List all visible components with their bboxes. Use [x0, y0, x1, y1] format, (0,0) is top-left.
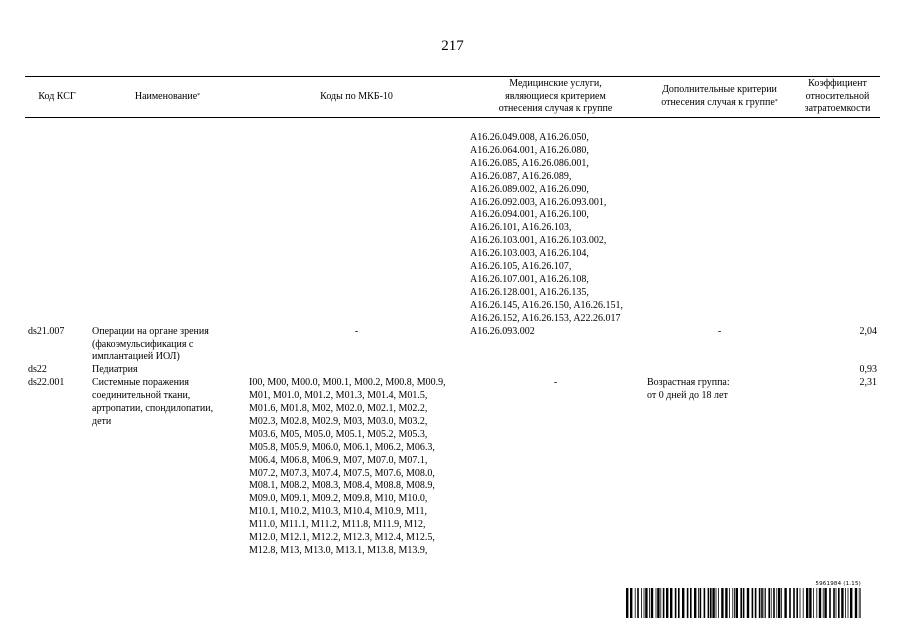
barcode-bar — [630, 588, 632, 618]
header-name: Наименование* — [89, 77, 246, 118]
barcode-bar — [806, 588, 808, 618]
header-icd: Коды по МКБ-10 — [246, 77, 467, 118]
barcode-bar — [740, 588, 742, 618]
header-coef-line: относительной — [805, 90, 870, 102]
barcode-bar — [660, 588, 661, 618]
barcode-bar — [764, 588, 765, 618]
service-code-line: A16.26.152, A16.26.153, A22.26.017 — [470, 312, 621, 324]
row-name-line: Системные поражения — [92, 377, 189, 389]
barcode-bar — [649, 588, 650, 618]
row-icd — [246, 326, 467, 365]
barcode-bar — [755, 588, 757, 618]
row-services-line: A16.26.093.002 — [470, 325, 535, 337]
service-code-line: A16.26.145, A16.26.150, A16.26.151, — [470, 299, 624, 311]
row-extra-line: Возрастная группа: — [647, 377, 730, 389]
barcode-bar — [675, 588, 677, 618]
barcode-bar — [732, 588, 733, 618]
header-services-line: отнесения случая к группе — [498, 103, 613, 115]
header-services — [467, 77, 644, 118]
row-icd-line: M11.0, M11.1, M11.2, M11.8, M11.9, M12, — [249, 519, 426, 531]
barcode-bar — [776, 588, 777, 618]
header-coef — [795, 77, 880, 118]
row-services — [467, 377, 644, 558]
barcode-bar — [687, 588, 689, 618]
row-extra — [644, 326, 795, 365]
row-icd-line: M12.8, M13, M13.0, M13.1, M13.8, M13.9, — [249, 545, 428, 556]
barcode-bar — [635, 588, 636, 618]
barcode-bar — [773, 588, 775, 618]
barcode-bar — [657, 588, 659, 618]
row-icd-line: M05.8, M05.9, M06.0, M06.1, M06.2, M06.3, — [249, 441, 435, 453]
row-coef: 2,04 — [859, 325, 877, 337]
row-extra-line: от 0 дней до 18 лет — [647, 390, 728, 402]
header-coef-line: Коэффициент — [808, 77, 867, 89]
barcode-bar — [743, 588, 745, 618]
barcode-bar — [712, 588, 714, 618]
barcode-bar — [771, 588, 772, 618]
barcode-bar — [700, 588, 702, 618]
row-icd-line: M01, M01.0, M01.2, M01.3, M01.4, M01.5, — [249, 390, 428, 402]
row-name — [89, 326, 246, 365]
barcode-bar — [637, 588, 639, 618]
row-name-line: артропатии, спондилопатии, — [92, 403, 214, 415]
row-icd-line: M02.3, M02.8, M02.9, M03, M03.0, M03.2, — [249, 415, 428, 427]
row-icd-line: - — [354, 325, 359, 337]
barcode-bar — [734, 588, 735, 618]
service-code-line: A16.26.092.003, A16.26.093.001, — [470, 196, 607, 208]
barcode-bar — [793, 588, 795, 618]
barcode — [626, 581, 861, 618]
barcode-bar — [721, 588, 723, 618]
service-code-line: A16.26.087, A16.26.089, — [470, 170, 572, 182]
row-name-line: Операции на органе зрения — [92, 325, 209, 337]
page-number: 217 — [441, 38, 464, 54]
barcode-bar — [708, 588, 710, 618]
header-services-line: являющиеся критерием — [505, 90, 606, 102]
barcode-bar — [765, 588, 766, 618]
barcode-bar — [800, 588, 801, 618]
row-code: ds22.001 — [28, 377, 65, 389]
service-code-line: A16.26.105, A16.26.107, — [470, 261, 572, 273]
row-name-line: (факоэмульсификация с — [92, 338, 194, 350]
header-code: Код КСГ — [25, 77, 89, 118]
barcode-bar — [784, 588, 786, 618]
barcode-bar — [644, 588, 645, 618]
barcode-bar — [663, 588, 665, 618]
barcode-bar — [678, 588, 680, 618]
barcode-bar — [859, 588, 860, 618]
row-name-line: дети — [92, 415, 112, 427]
table-header — [25, 77, 880, 118]
barcode-bar — [747, 588, 749, 618]
barcode-bar — [829, 588, 831, 618]
barcode-bar — [813, 588, 814, 618]
barcode-bar — [860, 588, 861, 618]
service-code-line: A16.26.094.001, A16.26.100, — [470, 209, 589, 221]
header-extra-line: Дополнительные критерии — [662, 84, 777, 96]
row-icd-line: M09.0, M09.1, M09.2, M09.8, M10, M10.0, — [249, 493, 428, 505]
row-icd-line: M10.1, M10.2, M10.3, M10.4, M10.9, M11, — [249, 506, 427, 518]
barcode-bar — [833, 588, 835, 618]
row-icd-line: M01.6, M01.8, M02, M02.0, M02.1, M02.2, — [249, 403, 428, 415]
barcode-bar — [736, 588, 738, 618]
barcode-bar — [716, 588, 717, 618]
table-row — [25, 326, 880, 365]
barcode-bar — [778, 588, 780, 618]
barcode-bar — [656, 588, 657, 618]
service-code-line: A16.26.085, A16.26.086.001, — [470, 157, 589, 169]
row-icd-line: M12.0, M12.1, M12.2, M12.3, M12.4, M12.5, — [249, 532, 435, 544]
continuation-row — [25, 132, 880, 326]
row-extra — [644, 364, 795, 377]
row-coef: 0,93 — [859, 364, 877, 376]
service-code-line: A16.26.049.008, A16.26.050, — [470, 132, 589, 143]
row-services-line: - — [553, 377, 558, 389]
barcode-bar — [781, 588, 782, 618]
barcode-bar — [789, 588, 791, 618]
row-name-line: Педиатрия — [92, 364, 138, 376]
barcode-bar — [841, 588, 843, 618]
barcode-bar — [704, 588, 706, 618]
row-icd — [246, 377, 467, 558]
row-code: ds22 — [28, 364, 47, 376]
barcode-bar — [796, 588, 798, 618]
row-code: ds21.007 — [28, 325, 65, 337]
barcode-bar — [666, 588, 668, 618]
service-code-line: A16.26.089.002, A16.26.090, — [470, 183, 589, 195]
barcode-image — [626, 588, 861, 618]
service-code-line: A16.26.103.001, A16.26.103.002, — [470, 235, 607, 247]
row-coef: 2,31 — [859, 377, 877, 389]
barcode-bar — [690, 588, 692, 618]
barcode-bar — [823, 588, 824, 618]
service-code-line: A16.26.107.001, A16.26.108, — [470, 273, 589, 285]
barcode-bar — [670, 588, 672, 618]
barcode-bar — [698, 588, 699, 618]
barcode-bar — [759, 588, 761, 618]
row-extra — [644, 377, 795, 558]
barcode-bar — [718, 588, 719, 618]
row-name-line: соединительной ткани, — [92, 390, 191, 402]
barcode-bar — [836, 588, 837, 618]
row-services — [467, 364, 644, 377]
row-name — [89, 364, 246, 377]
row-name — [89, 377, 246, 558]
barcode-bar — [694, 588, 696, 618]
row-name-line: имплантацией ИОЛ) — [92, 351, 180, 363]
barcode-caption: 5961984 (1.15) — [815, 581, 861, 587]
barcode-bar — [803, 588, 804, 618]
row-icd-line: M06.4, M06.8, M06.9, M07, M07.0, M07.1, — [249, 454, 428, 466]
barcode-bar — [855, 588, 857, 618]
barcode-bar — [710, 588, 712, 618]
barcode-bar — [848, 588, 849, 618]
barcode-bar — [682, 588, 684, 618]
continuation-services — [467, 132, 644, 326]
header-coef-line: затратоемкости — [804, 103, 871, 115]
row-icd-line: M03.6, M05, M05.0, M05.1, M05.2, M05.3, — [249, 428, 428, 440]
barcode-bar — [725, 588, 727, 618]
header-extra — [644, 77, 795, 118]
barcode-bar — [768, 588, 770, 618]
row-icd-line: M07.2, M07.3, M07.4, M07.5, M07.6, M08.0, — [249, 467, 435, 479]
barcode-bar — [809, 588, 811, 618]
barcode-bar — [645, 588, 647, 618]
service-code-line: A16.26.128.001, A16.26.135, — [470, 286, 589, 298]
header-services-line: Медицинские услуги, — [509, 77, 602, 89]
ksg-table — [25, 76, 880, 558]
barcode-bar — [845, 588, 846, 618]
table-row — [25, 377, 880, 558]
service-code-line: A16.26.101, A16.26.103, — [470, 222, 572, 234]
barcode-bar — [816, 588, 817, 618]
row-extra-line: - — [717, 325, 722, 337]
barcode-bar — [850, 588, 852, 618]
barcode-bar — [824, 588, 826, 618]
barcode-bar — [761, 588, 763, 618]
row-icd-line: M08.1, M08.2, M08.3, M08.4, M08.8, M08.9, — [249, 480, 435, 492]
barcode-bar — [752, 588, 754, 618]
row-icd-line: I00, M00, M00.0, M00.1, M00.2, M00.8, M00.9, — [249, 377, 446, 389]
header-extra-line: отнесения случая к группе* — [661, 97, 778, 108]
barcode-bar — [838, 588, 840, 618]
barcode-bar — [819, 588, 821, 618]
row-icd — [246, 364, 467, 377]
table-row — [25, 364, 880, 377]
barcode-bar — [626, 588, 628, 618]
barcode-bar — [729, 588, 730, 618]
barcode-bar — [651, 588, 653, 618]
barcode-bar — [641, 588, 642, 618]
row-services — [467, 326, 644, 365]
service-code-line: A16.26.103.003, A16.26.104, — [470, 248, 589, 260]
service-code-line: A16.26.064.001, A16.26.080, — [470, 144, 589, 156]
